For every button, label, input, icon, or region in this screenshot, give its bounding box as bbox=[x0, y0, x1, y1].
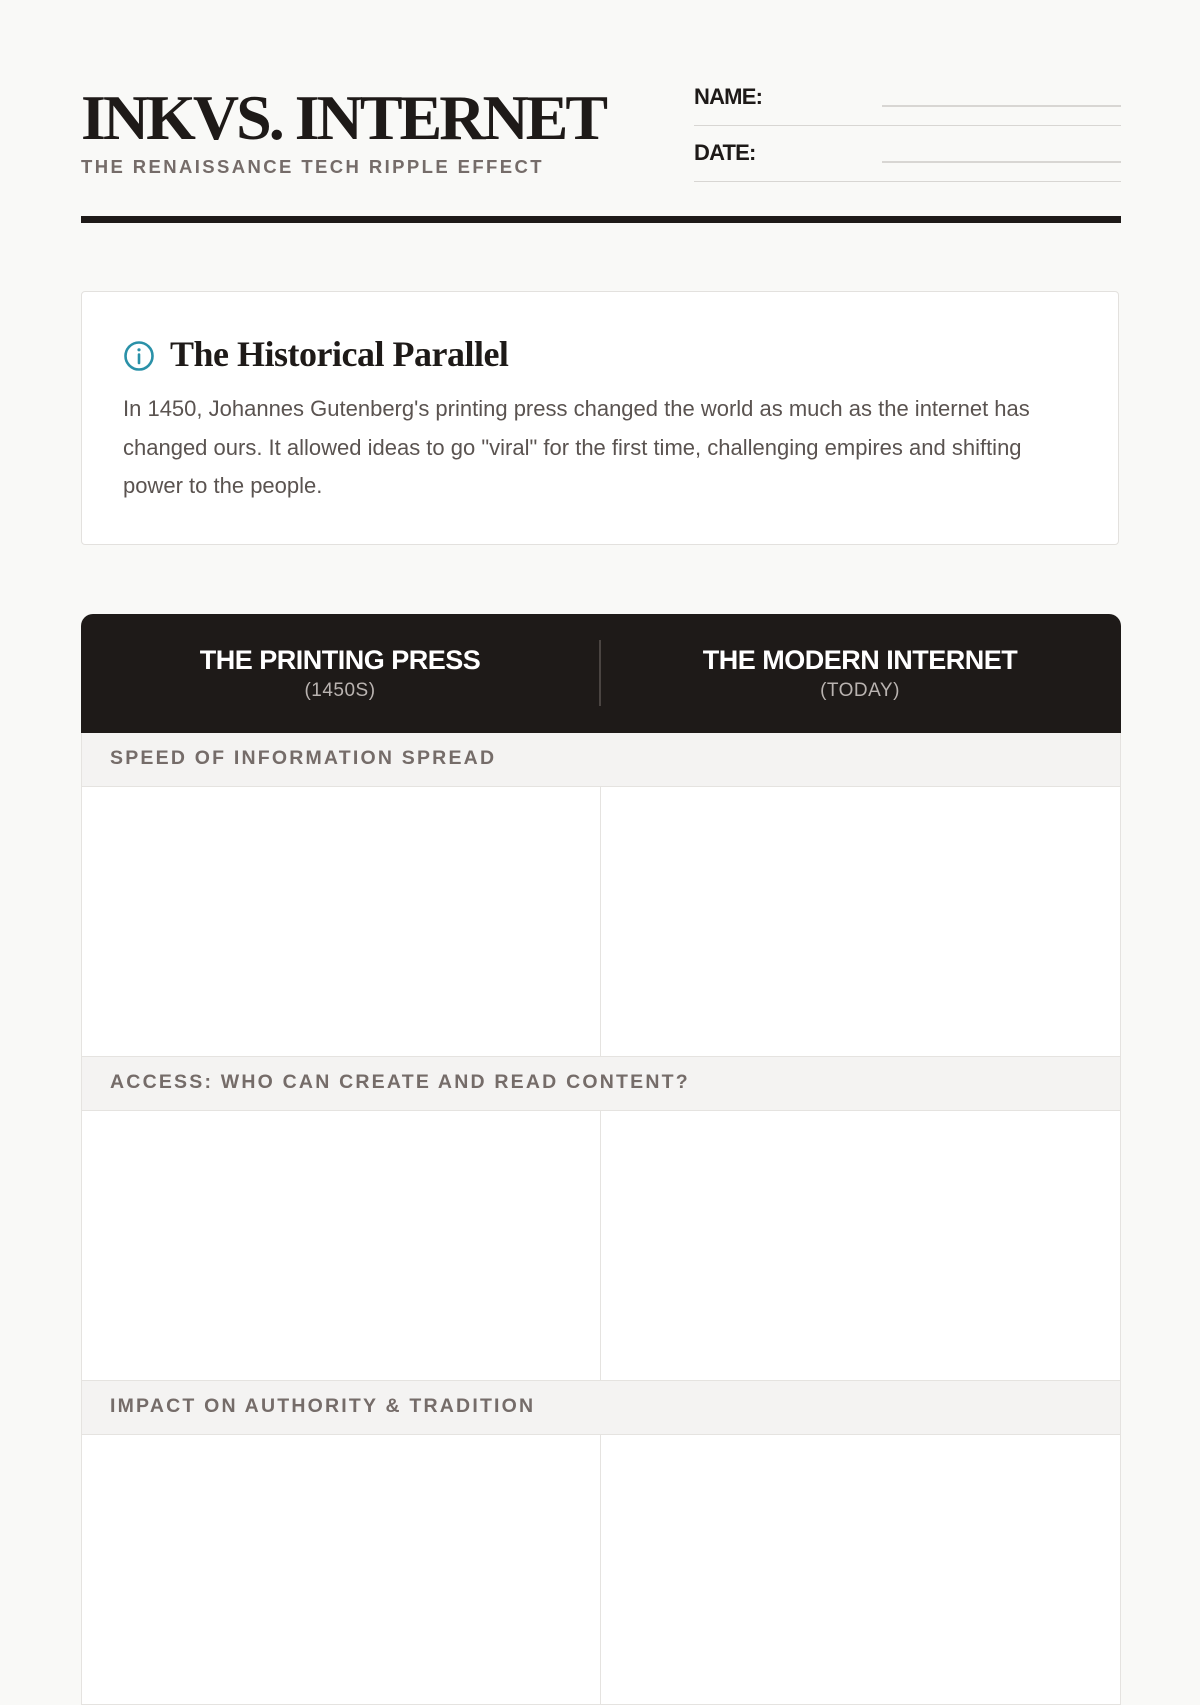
column-era: (TODAY) bbox=[820, 680, 900, 701]
answer-cell-modern-internet[interactable] bbox=[602, 1111, 1120, 1380]
column-title: THE PRINTING PRESS bbox=[199, 645, 481, 675]
column-header-printing-press bbox=[81, 644, 599, 703]
section-label-text: SPEED OF INFORMATION SPREAD bbox=[110, 747, 497, 769]
answer-cell-printing-press[interactable] bbox=[82, 1435, 601, 1704]
name-label: NAME: bbox=[694, 84, 763, 109]
date-field[interactable] bbox=[882, 161, 1121, 163]
info-icon bbox=[123, 340, 155, 372]
answer-row-speed bbox=[81, 787, 1121, 1057]
worksheet-header bbox=[81, 0, 1121, 224]
section-label-speed bbox=[81, 733, 1121, 787]
section-label-access bbox=[81, 1057, 1121, 1111]
section-label-authority bbox=[81, 1381, 1121, 1435]
column-title: THE MODERN INTERNET bbox=[702, 645, 1018, 675]
answer-cell-modern-internet[interactable] bbox=[602, 1435, 1120, 1704]
historical-parallel-card bbox=[81, 291, 1119, 545]
answer-cell-printing-press[interactable] bbox=[82, 787, 601, 1056]
title-block bbox=[81, 82, 606, 178]
name-field-row bbox=[694, 70, 1121, 126]
worksheet-subtitle: THE RENAISSANCE TECH RIPPLE EFFECT bbox=[81, 156, 544, 177]
column-header-modern-internet bbox=[601, 644, 1119, 703]
date-label: DATE: bbox=[694, 140, 756, 165]
answer-row-authority bbox=[81, 1435, 1121, 1705]
header-divider bbox=[81, 216, 1121, 223]
comparison-table bbox=[81, 614, 1121, 1705]
date-field-row bbox=[694, 126, 1121, 182]
comparison-header bbox=[81, 614, 1121, 733]
answer-row-access bbox=[81, 1111, 1121, 1381]
column-era: (1450S) bbox=[304, 680, 376, 701]
worksheet-page bbox=[81, 0, 1121, 1417]
name-field[interactable] bbox=[882, 105, 1121, 107]
answer-cell-printing-press[interactable] bbox=[82, 1111, 601, 1380]
section-label-text: IMPACT ON AUTHORITY & TRADITION bbox=[110, 1395, 536, 1417]
card-title: The Historical Parallel bbox=[170, 334, 509, 374]
section-label-text: ACCESS: WHO CAN CREATE AND READ CONTENT? bbox=[110, 1071, 690, 1093]
worksheet-title: INKVS. INTERNET bbox=[81, 82, 606, 153]
student-fields bbox=[694, 70, 1121, 182]
card-body-text: In 1450, Johannes Gutenberg's printing press changed the world as much as the internet has changed ours. It allowed ideas to go "viral" for the first time, challenging empires and shifting power to the people. bbox=[123, 396, 1030, 498]
answer-cell-modern-internet[interactable] bbox=[602, 787, 1120, 1056]
